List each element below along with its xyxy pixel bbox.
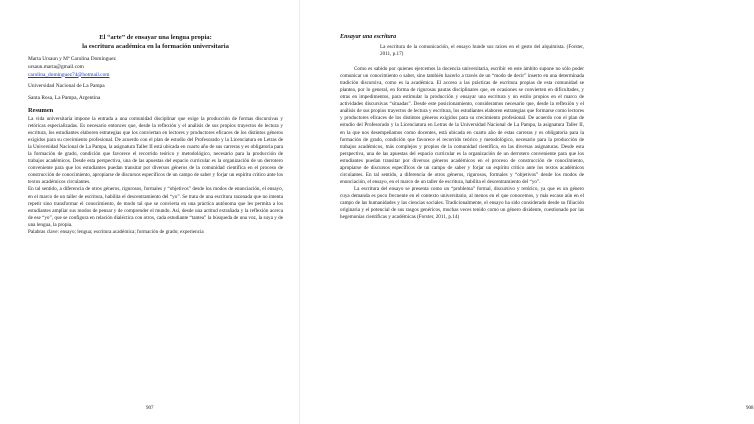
paper-title-line-2: la escritura académica en la formación universitaria	[82, 43, 229, 50]
left-column	[28, 33, 283, 236]
abstract-paragraph-2: En tal sentido, a diferencia de otros géneros, rigurosos, formales y “objetivos” desde los modos de enunciación, el ensayo, en el marco de un taller de escritura, habilita el descentramiento del “yo”. Se trata de una escritura razonada que no intenta repetir sino transformar el conocimiento, de modo tal que se convierta en una práctica autónoma que les permita a los estudiantes ampliar sus modos de pensar y de comprender el mundo. Así, desde una actitud extrañada y la reflexión acerca de ese “yo”, que se configura en relación dialéctica con otros, cada estudiante “tantea” la búsqueda de una voz, la suya y de una lengua, la propia.	[28, 186, 283, 228]
affiliation: Universidad Nacional de La Pampa	[28, 83, 105, 89]
right-column	[340, 33, 584, 221]
epigraph-quote: La escritura de la comunicación, el ensayo hunde sus raíces en el gesto del alquimista. (Forster, 2011, p.17)	[380, 44, 584, 58]
author-email-2-link[interactable]: carolina_dominguez74@hotmail.com	[28, 71, 110, 78]
paper-title-line-1: El “arte” de ensayar una lengua propia:	[99, 34, 212, 41]
author-email-1: ursaun.marta@gmail.com	[28, 63, 84, 70]
section-heading: Ensayar una escritura	[340, 34, 397, 40]
abstract-paragraph-1: La vida universitaria impone la entrada a una comunidad disciplinar que exige la producción de formas discursivas y retóricas especializadas. Es necesario entonces que, desde la reflexión y el análisis de sus propios trayectos de lectura y escritura, los estudiantes elaboren estrategias que los conviertan en lectores y productores eficaces de los distintos géneros exigidos para su crecimiento profesional. De acuerdo con el plan de estudio del Profesorado y la Licenciatura en Letras de la Universidad Nacional de La Pampa, la asignatura Taller II está ubicada en cuarto año de sus carreras y es obligatoria para la formación de grado, condición que favorece el recorrido teórico y metodológico, necesario para la producción de trabajos académicos. Desde esta perspectiva, una de las apuestas del espacio curricular es la organización de un derrotero conveniente para que los estudiantes puedan transitar por diversos géneros de la comunidad científica en el proceso de construcción de conocimiento, apropiarse de discursos específicos de un campo de saber y forjar un espíritu crítico ante los textos académicos circulantes.	[28, 116, 283, 186]
right-page-number: 908	[746, 406, 754, 411]
authors: Marta Ursaun y Mª Carolina Domínguez	[28, 55, 116, 62]
body-paragraph-2: La escritura del ensayo se presenta como un “problema” formal, discursivo y retórico, ya que es un género cuya demanda es poco frecuente en el contexto universitario, al menos en el que conocemos, y más escaso aún en el campo de las humanidades y las ciencias sociales. Tradicionalmente, el ensayo ha sido considerado desde su filiación originaria y el potencial de sus rasgos genéricos, muchas veces tenido como un género disidente, cuestionado por las hegemonías científicas y académicas (Forster, 2011, p.14)	[340, 185, 584, 221]
abstract-heading: Resumen	[28, 107, 54, 114]
left-page	[0, 0, 300, 424]
body-paragraph-1: Como es sabido por quienes ejercemos la docencia universitaria, escribir en este ámbito supone no sólo poder comunicar un conocimiento o saber, sino también hacerlo a través de un “modo de decir” inserto en una determinada tradición discursiva, como es la académica. El acceso a las prácticas de escritura propias de esta comunidad se plantea, por lo general, en forma de rigurosas pautas disciplinares que, en ocasiones se convierten en dificultades, y otras en impedimentos, para estimular la producción y ensayar una escritura y un estilo propios en el marco de actividades discursivas “situadas”. Desde este posicionamiento, consideramos necesario que, desde la reflexión y el análisis de sus propios trayectos de lectura y escritura, los estudiantes elaboren estrategias que formarse como lectores y productores eficaces de los distintos géneros exigidos para su crecimiento profesional. De acuerdo con el plan de estudio del Profesorado y la Licenciatura en Letras de la Universidad Nacional de La Pampa, la asignatura Taller II, en la que nos desempeñamos como docentes, está ubicada en cuarto año de estas carreras y es obligatoria para la formación de grado, condición que favorece el recorrido teórico y metodológico, necesario para la producción de trabajos académicos, más complejos y propios de la comunidad científica, en las diversas asignaturas. Desde esta perspectiva, una de las apuestas del espacio curricular es la organización de un derrotero conveniente para que los estudiantes puedan transitar por diversos géneros académicos en el proceso de construcción de conocimiento, apropiarse de discursos específicos de un campo de saber y forjar un espíritu crítico ante los textos académicos circulantes. En tal sentido, a diferencia de otros géneros, rigurosos, formales y “objetivos” desde los modos de enunciación, el ensayo, en el marco de un taller de escritura, habilita el descentramiento del “yo”.	[340, 66, 584, 185]
keywords: Palabras clave: ensayo; lengua; escritura académica; formación de grado; experiencia	[28, 228, 204, 235]
location: Santa Rosa, La Pampa, Argentina	[28, 94, 101, 101]
left-page-number: 907	[146, 406, 154, 411]
